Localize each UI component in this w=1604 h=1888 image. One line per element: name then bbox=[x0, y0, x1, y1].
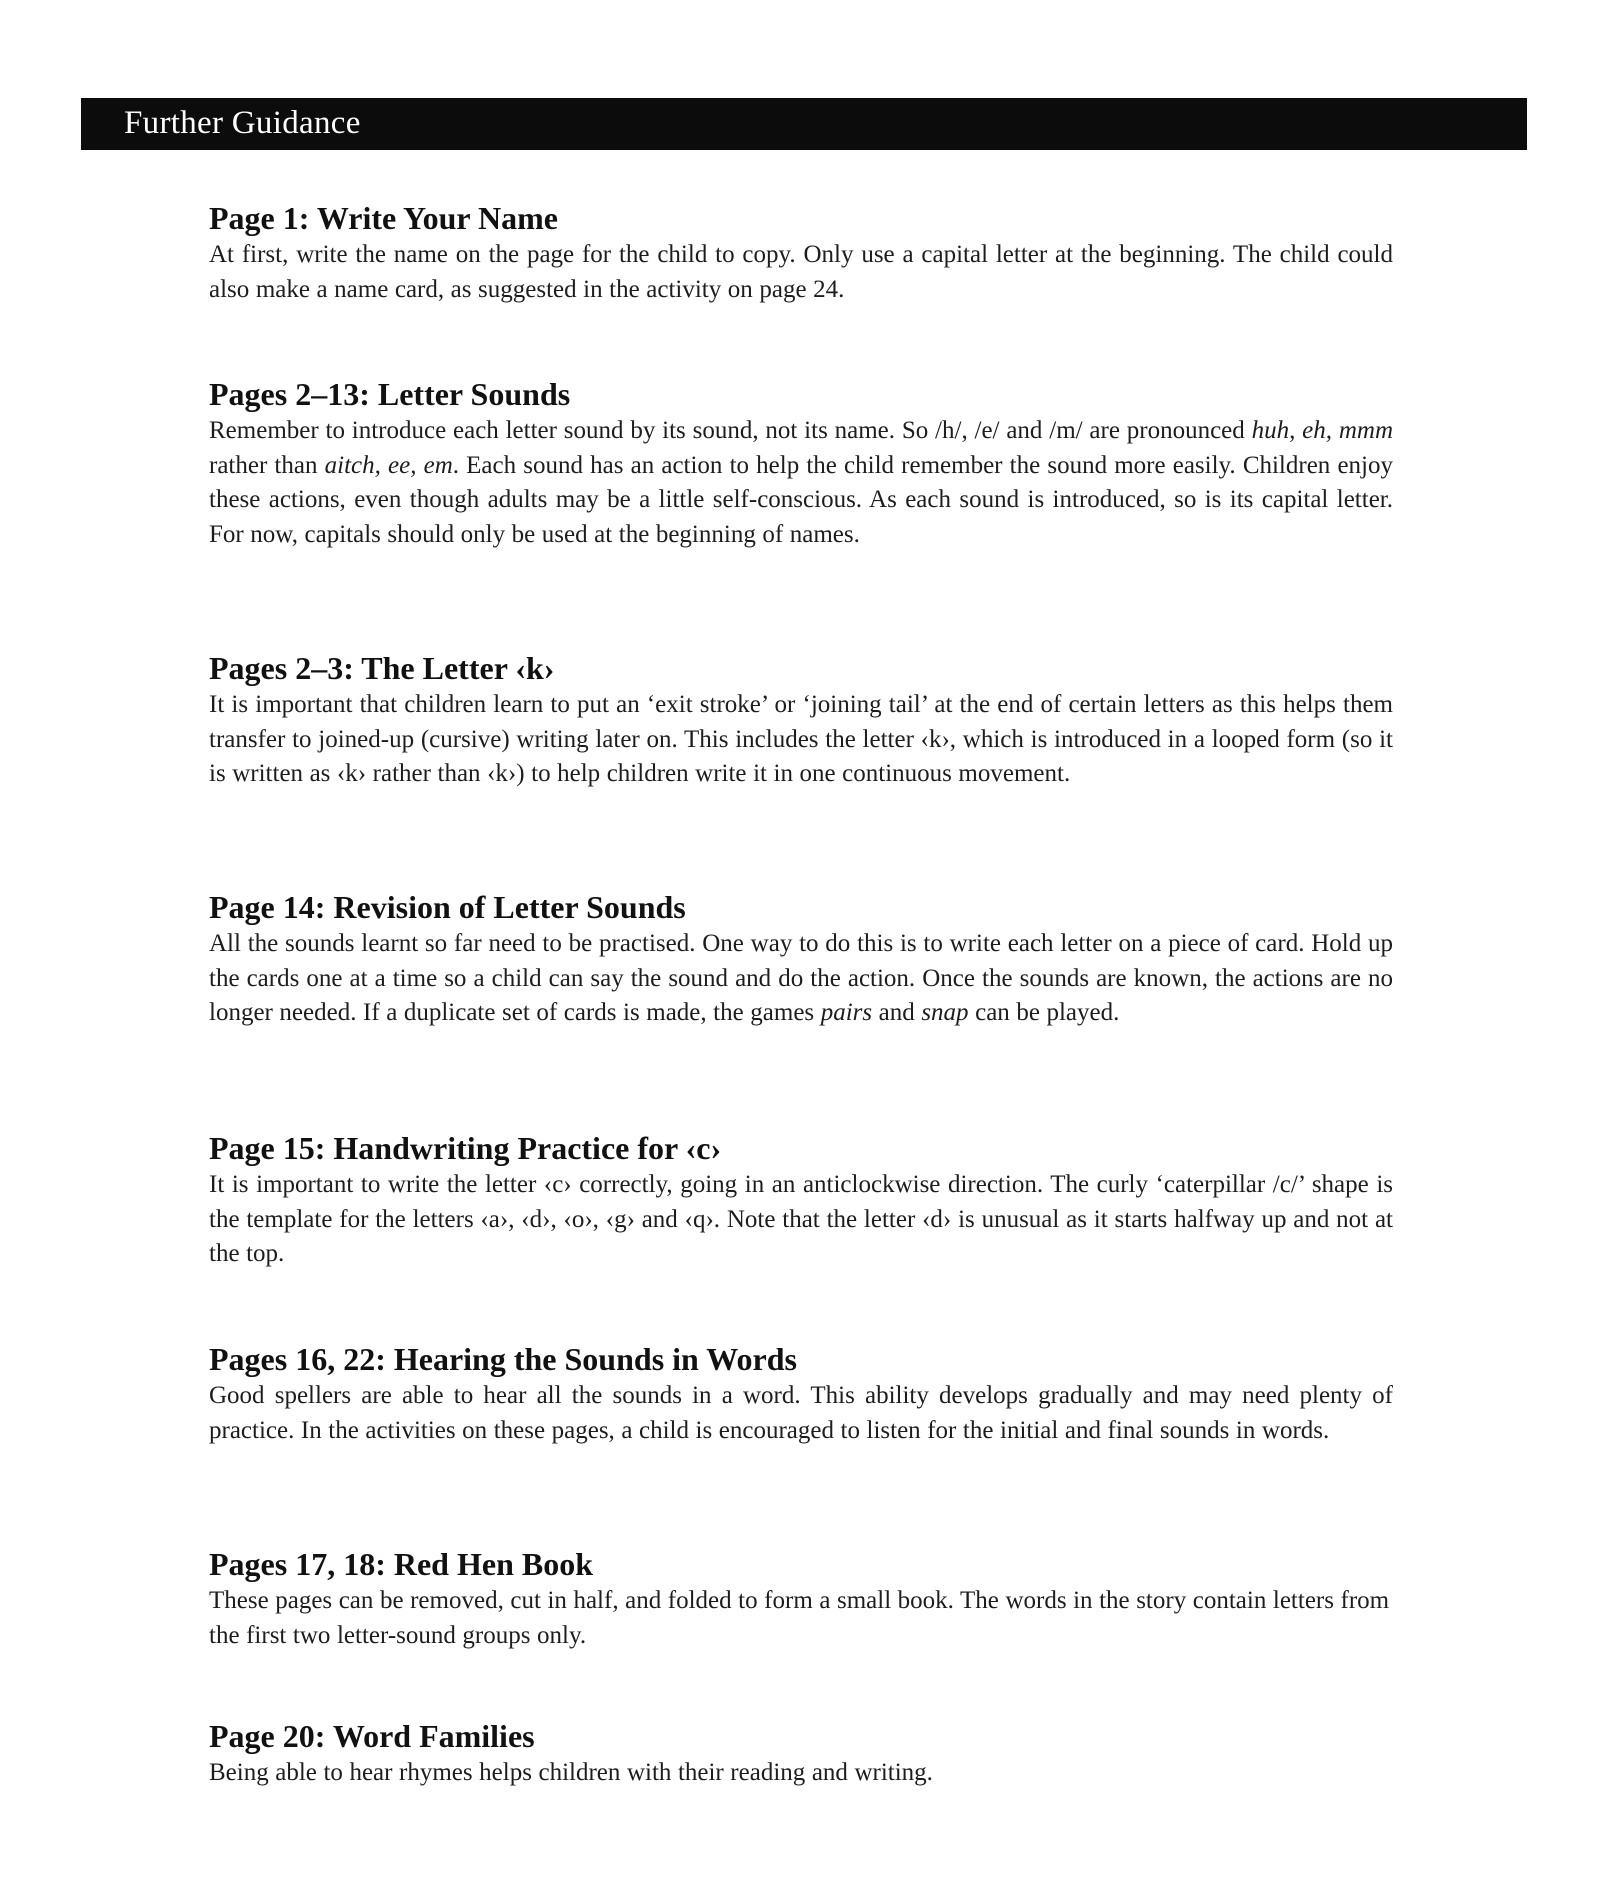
section-body: All the sounds learnt so far need to be practised. One way to do this is to write each letter on a piece of card. Hold up the cards one at a time so a child can say the sound and do the action. Once the sounds are known, the actions are no longer needed. If a duplicate set of cards is made, the games pairs and snap can be played. bbox=[209, 930, 1393, 1026]
emphasis: huh, eh, mmm bbox=[1251, 417, 1393, 444]
section-letter-sounds bbox=[209, 374, 1393, 552]
emphasis: pairs bbox=[820, 999, 873, 1026]
section-heading: Pages 17, 18: Red Hen Book bbox=[209, 1546, 593, 1582]
page-title: Further Guidance bbox=[124, 105, 361, 141]
section-body: Remember to introduce each letter sound by its sound, not its name. So /h/, /e/ and /m/ are pronounced huh, eh, mmm rather than aitch, ee, em. Each sound has an action to help the child remember the sound more easily. Children enjoy these actions, even though adults may be a little self-conscious. As each sound is introduced, so is its capital letter. For now, capitals should only be used at the beginning of names. bbox=[209, 417, 1393, 548]
section-revision bbox=[209, 887, 1393, 1031]
section-write-your-name bbox=[209, 198, 1393, 307]
section-body: It is important that children learn to put an ‘exit stroke’ or ‘joining tail’ at the end of certain letters as this helps them transfer to joined-up (cursive) writing later on. This includes the letter ‹k›, which is introduced in a looped form (so it is written as ‹k› rather than ‹k›) to help children write it in one continuous movement. bbox=[209, 691, 1393, 787]
section-body: Good spellers are able to hear all the sounds in a word. This ability develops gradually and may need plenty of practice. In the activities on these pages, a child is encouraged to listen for the initial and final sounds in words. bbox=[209, 1382, 1393, 1444]
section-body: Being able to hear rhymes helps children with their reading and writing. bbox=[209, 1759, 933, 1786]
section-heading: Pages 2–3: The Letter ‹k› bbox=[209, 650, 555, 686]
section-body: At first, write the name on the page for the child to copy. Only use a capital letter at the beginning. The child could also make a name card, as suggested in the activity on page 24. bbox=[209, 241, 1393, 303]
section-handwriting-c bbox=[209, 1128, 1393, 1272]
section-heading: Page 1: Write Your Name bbox=[209, 200, 558, 236]
section-body: It is important to write the letter ‹c› correctly, going in an anticlockwise direction. The curly ‘caterpillar /c/’ shape is the template for the letters ‹a›, ‹d›, ‹o›, ‹g› and ‹q›. Note that the letter ‹d› is unusual as it starts halfway up and not at the top. bbox=[209, 1171, 1393, 1267]
header-banner bbox=[81, 98, 1527, 150]
section-heading: Page 20: Word Families bbox=[209, 1718, 535, 1754]
section-heading: Page 14: Revision of Letter Sounds bbox=[209, 889, 686, 925]
section-heading: Pages 16, 22: Hearing the Sounds in Words bbox=[209, 1341, 797, 1377]
section-word-families bbox=[209, 1716, 1393, 1791]
section-heading: Page 15: Handwriting Practice for ‹c› bbox=[209, 1130, 722, 1166]
emphasis: aitch, ee, em bbox=[324, 451, 453, 479]
section-red-hen-book bbox=[209, 1544, 1393, 1653]
emphasis: snap bbox=[921, 999, 969, 1026]
section-heading: Pages 2–13: Letter Sounds bbox=[209, 376, 571, 412]
section-hearing-sounds bbox=[209, 1339, 1393, 1448]
section-letter-k bbox=[209, 648, 1393, 792]
section-body: These pages can be removed, cut in half, and folded to form a small book. The words in the story contain letters from the first two letter-sound groups only. bbox=[209, 1587, 1390, 1649]
